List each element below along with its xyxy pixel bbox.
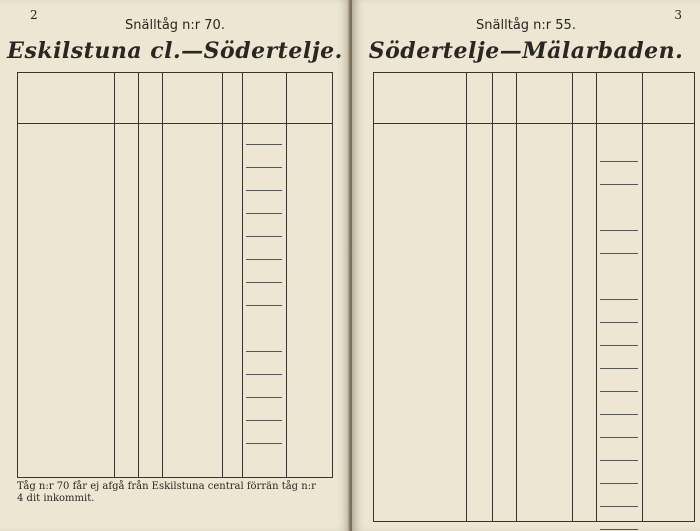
table-row	[18, 386, 332, 409]
meet-blank-line	[600, 368, 638, 369]
meet-blank-line	[600, 299, 638, 300]
meet-blank-line	[600, 391, 638, 392]
table-row	[374, 334, 694, 357]
table-row	[18, 156, 332, 179]
table-row	[18, 225, 332, 248]
train-number: Snälltåg n:r 55.	[476, 18, 576, 33]
table-row	[374, 311, 694, 334]
meet-blank-line	[246, 351, 282, 352]
table-row	[374, 219, 694, 242]
meet-blank-line	[600, 483, 638, 484]
meet-blank-line	[246, 213, 282, 214]
header-min	[139, 75, 161, 121]
table-row	[374, 495, 694, 518]
table-row	[374, 196, 694, 219]
meet-blank-line	[246, 374, 282, 375]
meet-blank-line	[600, 506, 638, 507]
table-row	[374, 403, 694, 426]
table-row	[18, 179, 332, 202]
right-page	[352, 0, 700, 531]
meet-blank-line	[246, 305, 282, 306]
meet-blank-line	[600, 161, 638, 162]
table-row	[374, 173, 694, 196]
table-row	[374, 288, 694, 311]
table-row	[374, 518, 694, 531]
table-row	[18, 248, 332, 271]
meet-blank-line	[246, 259, 282, 260]
table-row	[18, 317, 332, 340]
meet-blank-line	[600, 414, 638, 415]
table-row	[18, 432, 332, 455]
table-row	[374, 449, 694, 472]
meet-blank-line	[600, 184, 638, 185]
footnote: Tåg n:r 70 får ej afgå från Eskilstuna central förrän tåg n:r 4 dit inkommit.	[17, 481, 316, 504]
train-number: Snälltåg n:r 70.	[125, 18, 225, 33]
meet-blank-line	[600, 529, 638, 530]
meet-blank-line	[246, 420, 282, 421]
route-title: Södertelje—Mälarbaden.	[368, 38, 684, 64]
page-number: 2	[30, 8, 38, 22]
header-min	[493, 75, 515, 121]
timetable	[17, 72, 333, 478]
meet-blank-line	[246, 282, 282, 283]
header-km	[468, 75, 490, 121]
table-row	[18, 455, 332, 478]
table-row	[18, 409, 332, 432]
table-row	[18, 271, 332, 294]
meet-blank-line	[246, 443, 282, 444]
page-number: 3	[674, 8, 682, 22]
meet-blank-line	[600, 230, 638, 231]
route-title: Eskilstuna cl.—Södertelje.	[7, 38, 343, 64]
table-row	[374, 357, 694, 380]
table-row	[374, 426, 694, 449]
table-row	[18, 363, 332, 386]
meet-blank-line	[246, 144, 282, 145]
table-row	[374, 472, 694, 495]
header-stop	[573, 75, 595, 121]
meet-blank-line	[246, 190, 282, 191]
table-row	[374, 242, 694, 265]
table-row	[18, 294, 332, 317]
table-row	[374, 380, 694, 403]
meet-blank-line	[600, 253, 638, 254]
meet-blank-line	[600, 322, 638, 323]
meet-blank-line	[600, 345, 638, 346]
meet-blank-line	[600, 460, 638, 461]
table-row	[374, 150, 694, 173]
header-km	[116, 75, 136, 121]
meet-blank-line	[246, 397, 282, 398]
table-row	[18, 133, 332, 156]
meet-blank-line	[246, 236, 282, 237]
table-header	[374, 73, 694, 124]
table-row	[18, 202, 332, 225]
meet-blank-line	[246, 167, 282, 168]
meet-blank-line	[600, 437, 638, 438]
table-row	[374, 127, 694, 150]
table-header	[18, 73, 332, 124]
timetable	[373, 72, 695, 522]
table-row	[18, 340, 332, 363]
table-row	[374, 265, 694, 288]
header-stop	[223, 75, 241, 121]
